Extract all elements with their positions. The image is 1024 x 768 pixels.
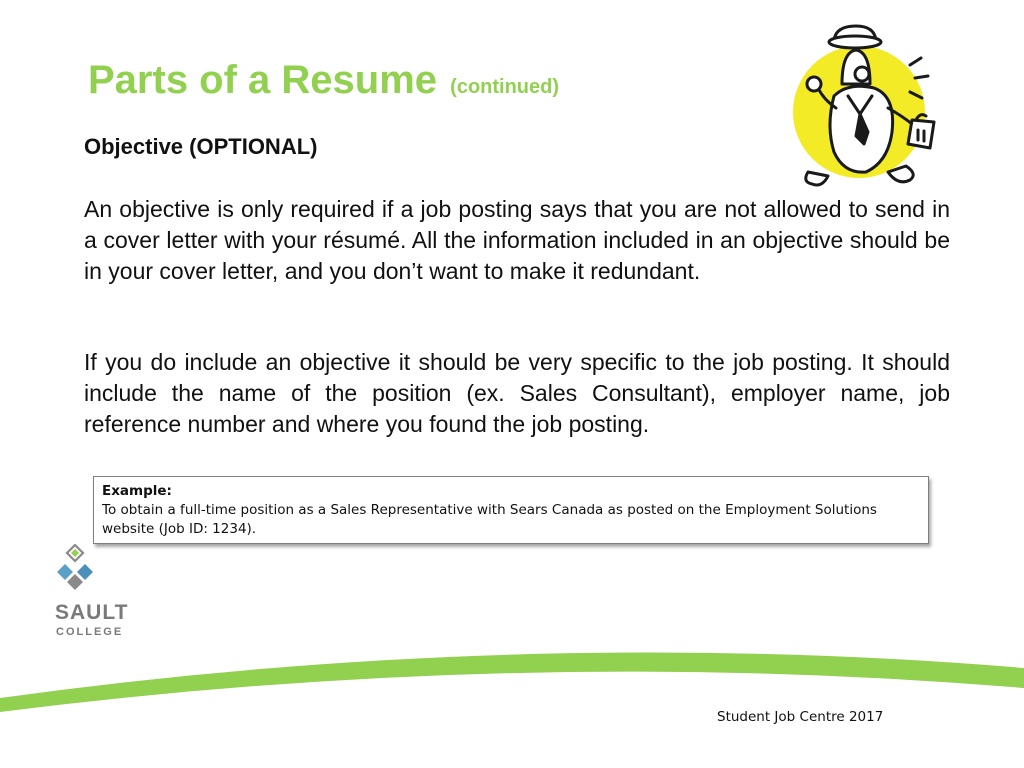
example-label: Example: bbox=[102, 483, 172, 499]
slide-title bbox=[88, 58, 559, 103]
sault-college-logo-icon bbox=[54, 544, 96, 596]
example-box bbox=[93, 476, 929, 544]
businessman-mascot-icon bbox=[788, 12, 964, 194]
objective-paragraph-2: If you do include an objective it should be very specific to the job posting. It should include the name of the position (ex. Sales Consultant), employer name, job reference number and where you found the job posting. bbox=[84, 349, 950, 437]
logo-name: SAULT bbox=[55, 601, 129, 624]
logo-subtitle: COLLEGE bbox=[56, 626, 124, 638]
example-text: To obtain a full-time position as a Sales Representative with Sears Canada as posted on the Employment Solutions website (Job ID: 1234). bbox=[102, 502, 877, 537]
slide-title-suffix: (continued) bbox=[450, 76, 560, 98]
objective-paragraph-1: An objective is only required if a job posting says that you are not allowed to send in a cover letter with your résumé. All the information included in an objective should be in your cover letter, and you don’t want to make it redundant. bbox=[84, 196, 950, 284]
footer-band bbox=[0, 640, 1024, 768]
slide-title-main: Parts of a Resume bbox=[88, 58, 438, 102]
objective-heading: Objective (OPTIONAL) bbox=[84, 134, 318, 159]
footer-text: Student Job Centre 2017 bbox=[717, 709, 884, 725]
